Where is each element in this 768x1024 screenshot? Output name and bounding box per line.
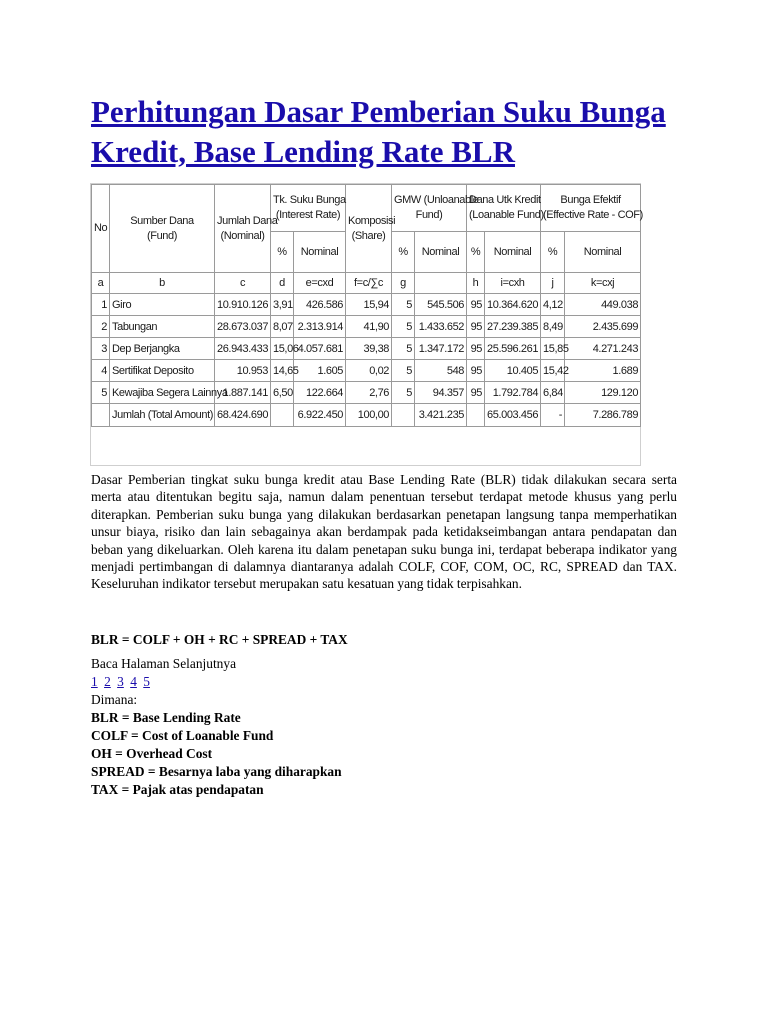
cell-nom-efektif: 2.435.699 [565, 316, 641, 338]
table-row [92, 338, 641, 360]
total-pct-efektif: - [541, 404, 565, 427]
cell-nom-bunga: 2.313.914 [294, 316, 346, 338]
formula-cell: k=cxj [565, 273, 641, 294]
read-more-label: Baca Halaman Selanjutnya [91, 656, 237, 671]
header-bunga-efektif [541, 185, 641, 232]
formula-row [92, 273, 641, 294]
header-komposisi [346, 185, 396, 273]
cell-nom-dana: 25.596.261 [485, 338, 541, 360]
blr-table-image [90, 183, 641, 466]
cell-name: Giro [110, 294, 215, 316]
cell-nom-efektif: 129.120 [565, 382, 641, 404]
header-dana-utk-kredit [467, 185, 544, 232]
header-gmw-sub: Fund) [415, 209, 443, 221]
header-jumlah-dana-sub: (Nominal) [220, 229, 265, 242]
header-bunga-efektif-sub: (Effective Rate - COF) [543, 209, 643, 221]
cell-nom-dana: 10.364.620 [485, 294, 541, 316]
total-jumlah: 68.424.690 [215, 404, 271, 427]
cell-pct-efektif: 6,84 [541, 382, 565, 404]
header-dana-utk-kredit-sub: (Loanable Fund) [469, 209, 544, 221]
cell-komposisi: 0,02 [346, 360, 392, 382]
header-gmw [392, 185, 479, 232]
cell-pct-dana [467, 404, 485, 427]
cell-nom-bunga: 426.586 [294, 294, 346, 316]
total-nom-gmw: 3.421.235 [415, 404, 467, 427]
header-bunga-efektif-label: Bunga Efektif [560, 194, 621, 206]
cell-komposisi: 39,38 [346, 338, 392, 360]
formula-cell: a [92, 273, 110, 294]
cell-no: 3 [92, 338, 110, 360]
formula-cell: f=c/∑c [346, 273, 392, 294]
page-link-3[interactable]: 3 [117, 674, 124, 689]
page-link-5[interactable]: 5 [143, 674, 150, 689]
header-sumber-dana-label: Sumber Dana [130, 214, 194, 227]
header-tk-suku-bunga-sub: (Interest Rate) [275, 209, 341, 221]
cell-nom-dana: 27.239.385 [485, 316, 541, 338]
cell-pct-efektif: 4,12 [541, 294, 565, 316]
table-row [92, 360, 641, 382]
blr-table [91, 184, 641, 427]
cell-name: Sertifikat Deposito [110, 360, 215, 382]
header-sumber-dana [110, 185, 215, 273]
header-pct: % [467, 232, 485, 273]
total-nom-dana: 65.003.456 [485, 404, 541, 427]
cell-pct-bunga: 6,50 [271, 382, 294, 404]
formula-cell: e=cxd [294, 273, 346, 294]
cell-pct-bunga: 14,65 [271, 360, 294, 382]
header-gmw-label: GMW (Unloanable [394, 194, 479, 206]
cell-jumlah: 28.673.037 [215, 316, 271, 338]
cell-nom-bunga: 4.057.681 [294, 338, 346, 360]
header-pct: % [271, 232, 294, 273]
total-nom-bunga: 6.922.450 [294, 404, 346, 427]
definition-tax: TAX = Pajak atas pendapatan [91, 781, 264, 797]
cell-jumlah: 10.953 [215, 360, 271, 382]
header-nominal: Nominal [565, 232, 641, 273]
cell-nom-dana: 1.792.784 [485, 382, 541, 404]
header-komposisi-sub: (Share) [351, 229, 386, 242]
page-link-2[interactable]: 2 [104, 674, 111, 689]
cell-name: Kewajiba Segera Lainnya [110, 382, 215, 404]
cell-no: 4 [92, 360, 110, 382]
cell-pct-bunga: 8,07 [271, 316, 294, 338]
header-pct: % [392, 232, 415, 273]
cell-no: 2 [92, 316, 110, 338]
formula-cell: b [110, 273, 215, 294]
cell-nom-dana: 10.405 [485, 360, 541, 382]
header-jumlah-dana [215, 185, 278, 273]
cell-no: 1 [92, 294, 110, 316]
cell-pct-gmw: 5 [392, 338, 415, 360]
page-title[interactable]: Perhitungan Dasar Pemberian Suku Bunga Kredit, Base Lending Rate BLR [91, 94, 666, 169]
header-tk-suku-bunga [271, 185, 346, 232]
cell-nom-gmw: 1.433.652 [415, 316, 467, 338]
cell-komposisi: 41,90 [346, 316, 392, 338]
cell-nom-efektif: 449.038 [565, 294, 641, 316]
formula-cell: c [215, 273, 271, 294]
cell-pct-efektif: 8,49 [541, 316, 565, 338]
cell-nom-efektif: 4.271.243 [565, 338, 641, 360]
definition-blr: BLR = Base Lending Rate [91, 710, 241, 725]
cell-jumlah: 1.887.141 [215, 382, 271, 404]
intro-paragraph: Dasar Pemberian tingkat suku bunga kredit atau Base Lending Rate (BLR) tidak dilakukan secara serta merta atau ditentukan begitu saja, namun dalam penentuan tersebut terdapat metode khusus yang perlu diterapkan. Pemberian suku bunga yang dilakukan berdasarkan penetapan langsung tanpa memperhatikan unsur biaya, risiko dan lain sebagainya akan berdampak pada ketidakseimbangan antara pendapatan dan beban yang dikeluarkan. Oleh karena itu dalam penetapan suku bunga ini, terdapat beberapa indikator yang menjadi pertimbangan di dalamnya diantaranya adalah COLF, COF, COM, OC, RC, SPREAD dan TAX. Keseluruhan indikator tersebut merupakan satu kesatuan yang tidak terpisahkan. [91, 472, 677, 592]
definition-spread: SPREAD = Besarnya laba yang diharapkan [91, 763, 342, 779]
cell-komposisi: 15,94 [346, 294, 392, 316]
cell-pct-efektif: 15,42 [541, 360, 565, 382]
cell-no [92, 404, 110, 427]
cell-pct-gmw: 5 [392, 294, 415, 316]
formula-cell: g [392, 273, 415, 294]
cell-pct-dana: 95 [467, 382, 485, 404]
cell-nom-gmw: 94.357 [415, 382, 467, 404]
cell-komposisi: 2,76 [346, 382, 392, 404]
header-pct: % [541, 232, 565, 273]
cell-pct-gmw: 5 [392, 360, 415, 382]
dimana-label: Dimana: [91, 692, 138, 707]
header-sumber-dana-sub: (Fund) [147, 229, 177, 242]
formula-cell: i=cxh [485, 273, 541, 294]
total-nom-efektif: 7.286.789 [565, 404, 641, 427]
cell-nom-bunga: 1.605 [294, 360, 346, 382]
formula-cell: h [467, 273, 485, 294]
header-jumlah-dana-label: Jumlah Dana [217, 214, 278, 227]
header-nominal: Nominal [415, 232, 467, 273]
total-row [92, 404, 641, 427]
cell-no: 5 [92, 382, 110, 404]
cell-pct-efektif: 15,85 [541, 338, 565, 360]
header-tk-suku-bunga-label: Tk. Suku Bunga [273, 194, 346, 206]
header-komposisi-label: Komposisi [348, 214, 396, 227]
definition-oh: OH = Overhead Cost [91, 745, 213, 761]
cell-pct-gmw: 5 [392, 316, 415, 338]
cell-pct-bunga [271, 404, 294, 427]
total-komposisi: 100,00 [346, 404, 392, 427]
definitions-list [91, 709, 342, 799]
cell-pct-dana: 95 [467, 294, 485, 316]
page-link-4[interactable]: 4 [130, 674, 137, 689]
header-no: No [92, 185, 110, 273]
cell-pct-bunga: 3,91 [271, 294, 294, 316]
definition-colf: COLF = Cost of Loanable Fund [91, 727, 274, 743]
cell-nom-gmw: 1.347.172 [415, 338, 467, 360]
header-nominal: Nominal [294, 232, 346, 273]
cell-pct-gmw: 5 [392, 382, 415, 404]
header-nominal: Nominal [485, 232, 541, 273]
table-row [92, 294, 641, 316]
header-dana-utk-kredit-label: Dana Utk Kredit [469, 194, 541, 206]
table-row [92, 382, 641, 404]
cell-name: Tabungan [110, 316, 215, 338]
cell-pct-bunga: 15,06 [271, 338, 294, 360]
pagination [91, 673, 153, 690]
cell-pct-dana: 95 [467, 360, 485, 382]
cell-pct-dana: 95 [467, 316, 485, 338]
cell-jumlah: 26.943.433 [215, 338, 271, 360]
cell-pct-dana: 95 [467, 338, 485, 360]
cell-nom-gmw: 548 [415, 360, 467, 382]
total-label: Jumlah (Total Amount) [110, 404, 215, 427]
cell-name: Dep Berjangka [110, 338, 215, 360]
formula-cell: j [541, 273, 565, 294]
cell-nom-bunga: 122.664 [294, 382, 346, 404]
formula-cell: d [271, 273, 294, 294]
cell-jumlah: 10.910.126 [215, 294, 271, 316]
formula-cell [415, 273, 467, 294]
cell-nom-efektif: 1.689 [565, 360, 641, 382]
cell-pct-gmw [392, 404, 415, 427]
cell-nom-gmw: 545.506 [415, 294, 467, 316]
table-row [92, 316, 641, 338]
page-link-1[interactable]: 1 [91, 674, 98, 689]
blr-formula: BLR = COLF + OH + RC + SPREAD + TAX [91, 632, 348, 647]
